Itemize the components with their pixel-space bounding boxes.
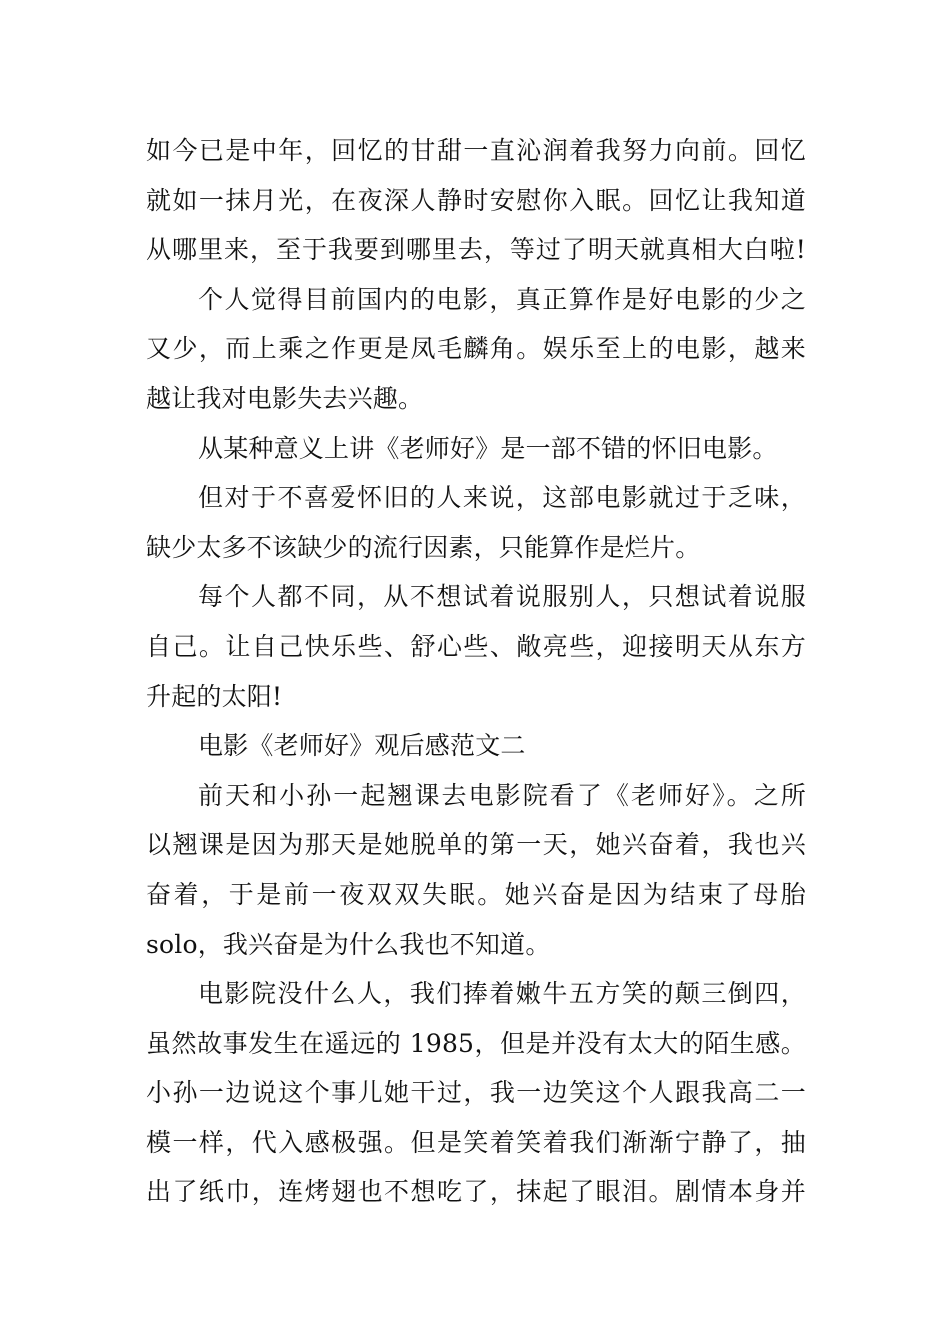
text-line: 个人觉得目前国内的电影，真正算作是好电影的少之 — [198, 284, 806, 314]
text-line: 以翘课是因为那天是她脱单的第一天，她兴奋着，我也兴 — [146, 830, 806, 860]
paragraph-1 — [146, 126, 806, 275]
text-line: 升起的太阳! — [146, 681, 283, 711]
text-line: 如今已是中年，回忆的甘甜一直沁润着我努力向前。回忆 — [146, 136, 806, 165]
document-page — [146, 126, 806, 1217]
text-line: 就如一抹月光，在夜深人静时安慰你入眠。回忆让我知道 — [146, 185, 806, 215]
paragraph-3 — [146, 424, 806, 474]
paragraph-5 — [146, 572, 806, 721]
paragraph-4 — [146, 473, 806, 572]
section-heading-text: 电影《老师好》观后感范文二 — [198, 731, 526, 761]
text-line: 电影院没什么人，我们捧着嫩牛五方笑的颠三倒四， — [198, 979, 806, 1009]
text-line: 前天和小孙一起翘课去电影院看了《老师好》。之所 — [198, 780, 806, 810]
text-line: 从某种意义上讲《老师好》是一部不错的怀旧电影。 — [198, 433, 778, 463]
text-line: 从哪里来，至于我要到哪里去，等过了明天就真相大白啦! — [146, 235, 806, 265]
text-line: 越让我对电影失去兴趣。 — [146, 383, 424, 413]
text-line: 模一样，代入感极强。但是笑着笑着我们渐渐宁静了，抽 — [146, 1127, 806, 1157]
text-line: 但对于不喜爱怀旧的人来说，这部电影就过于乏味， — [198, 483, 806, 513]
text-line: 小孙一边说这个事儿她干过，我一边笑这个人跟我高二一 — [146, 1078, 806, 1108]
text-line: 虽然故事发生在遥远的 1985，但是并没有太大的陌生感。 — [146, 1028, 806, 1058]
text-line: 出了纸巾，连烤翅也不想吃了，抹起了眼泪。剧情本身并 — [146, 1177, 806, 1207]
text-line: 每个人都不同，从不想试着说服别人，只想试着说服 — [198, 582, 806, 612]
section-heading — [146, 721, 806, 771]
text-line: solo，我兴奋是为什么我也不知道。 — [146, 929, 551, 959]
text-line: 奋着，于是前一夜双双失眠。她兴奋是因为结束了母胎 — [146, 879, 806, 909]
paragraph-6 — [146, 771, 806, 969]
text-line: 自己。让自己快乐些、舒心些、敞亮些，迎接明天从东方 — [146, 631, 806, 661]
paragraph-2 — [146, 275, 806, 424]
paragraph-7 — [146, 969, 806, 1217]
text-line: 缺少太多不该缺少的流行因素，只能算作是烂片。 — [146, 532, 701, 562]
text-line: 又少，而上乘之作更是凤毛麟角。娱乐至上的电影，越来 — [146, 334, 806, 364]
